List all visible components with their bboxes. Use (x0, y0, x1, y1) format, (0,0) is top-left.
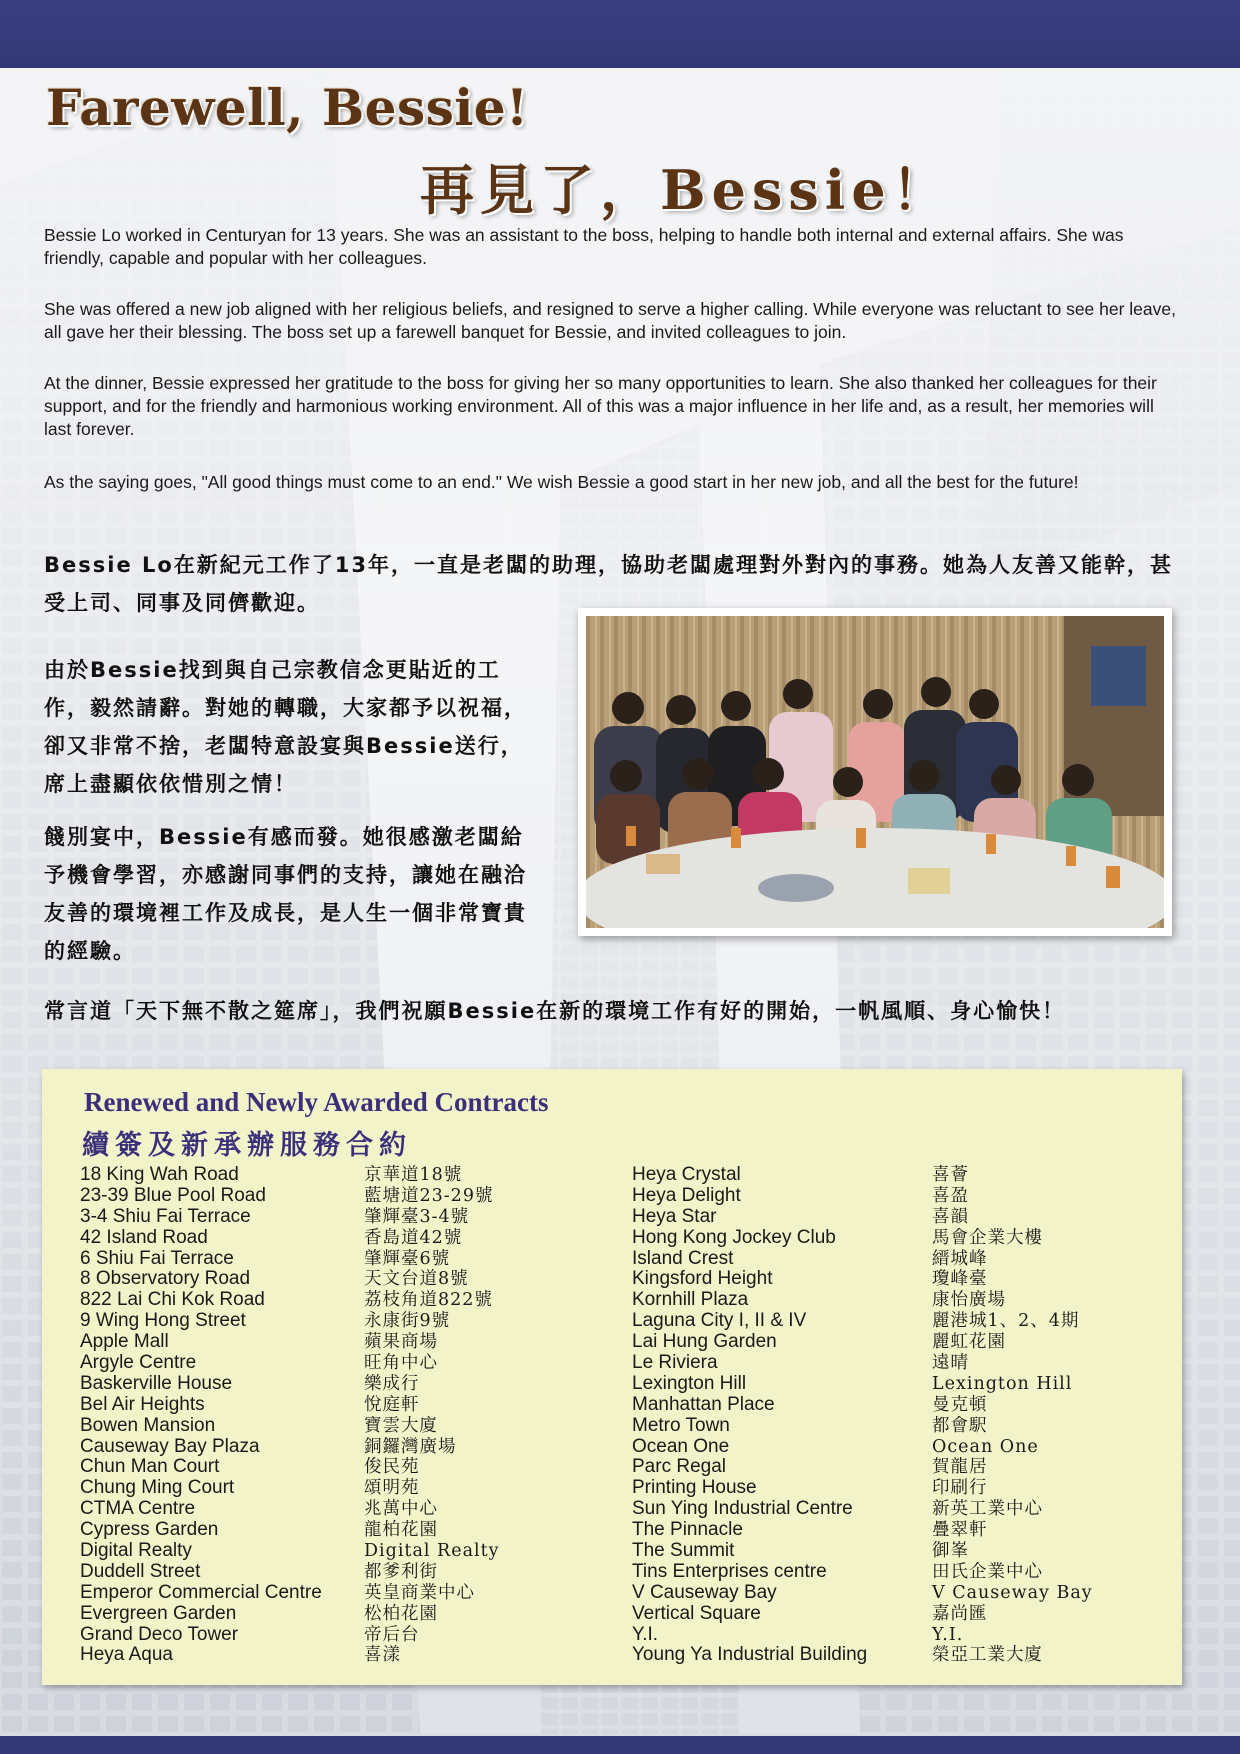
contract-item: 樂成行 (364, 1373, 420, 1394)
contract-item: Manhattan Place (632, 1393, 775, 1415)
contract-item: 麗虹花園 (932, 1332, 1006, 1353)
contract-item: 麗港城1、2、4期 (932, 1311, 1080, 1332)
contract-item: Duddell Street (80, 1560, 201, 1582)
contract-item: Digital Realty (80, 1540, 192, 1562)
contract-item: Kingsford Height (632, 1268, 773, 1290)
contracts-panel (42, 1069, 1182, 1685)
contracts-title-chinese: 續簽及新承辦服務合約 (82, 1130, 412, 1161)
contract-item: 田氏企業中心 (932, 1561, 1043, 1582)
contract-item: Laguna City I, II & IV (632, 1310, 807, 1332)
contract-item: 香島道42號 (364, 1227, 463, 1248)
contract-item: 曼克頓 (932, 1394, 988, 1415)
contract-item: Island Crest (632, 1247, 734, 1269)
contract-item: 喜漾 (364, 1645, 401, 1666)
contract-item: 6 Shiu Fai Terrace (80, 1247, 234, 1269)
contract-item: 松柏花園 (364, 1603, 438, 1624)
contract-item: 遠晴 (932, 1353, 969, 1374)
contract-item: Young Ya Industrial Building (632, 1644, 868, 1666)
contract-item: The Summit (632, 1540, 735, 1562)
contract-item: 肇輝臺6號 (364, 1248, 451, 1269)
contract-item: 兆萬中心 (364, 1499, 438, 1520)
contract-item: Metro Town (632, 1414, 730, 1436)
contract-item: 印刷行 (932, 1478, 988, 1499)
contract-item: 縉城峰 (932, 1248, 988, 1269)
contract-item: 喜盈 (932, 1185, 969, 1206)
contract-item: 御峯 (932, 1541, 969, 1562)
page-title: Farewell, Bessie! (46, 78, 529, 137)
contract-item: Kornhill Plaza (632, 1289, 749, 1311)
contract-item: Lexington Hill (932, 1373, 1073, 1394)
contract-item: 帝后台 (364, 1624, 420, 1645)
contract-item: 蘋果商場 (364, 1332, 438, 1353)
contract-item: 賀龍居 (932, 1457, 988, 1478)
contract-item: 永康街9號 (364, 1311, 451, 1332)
contract-item: V Causeway Bay (632, 1581, 777, 1603)
group-photo-image (586, 616, 1164, 928)
contract-item: 馬會企業大樓 (932, 1227, 1043, 1248)
contract-item: 都會駅 (932, 1415, 988, 1436)
contract-item: Tins Enterprises centre (632, 1560, 827, 1582)
contract-item: 疊翠軒 (932, 1520, 988, 1541)
contracts-list-col1-zh (364, 1165, 500, 1666)
contract-item: Chun Man Court (80, 1456, 220, 1478)
contract-item: Heya Delight (632, 1184, 741, 1206)
english-paragraph: Bessie Lo worked in Centuryan for 13 years. She was an assistant to the boss, helping to handle both internal and external affairs. She was friendly, capable and popular with her colleagues. (44, 225, 1124, 268)
contracts-list-col1-en (80, 1165, 322, 1666)
english-paragraph: As the saying goes, "All good things must come to an end." We wish Bessie a good start in her new job, and all the best for the future! (44, 472, 1079, 492)
chinese-paragraph: 餞別宴中，Bessie有感而發。她很感激老闆給予機會學習，亦感謝同事們的支持，讓她在融洽友善的環境裡工作及成長，是人生一個非常寶貴的經驗。 (44, 825, 527, 963)
contract-item: Heya Star (632, 1205, 717, 1227)
contract-item: 喜韻 (932, 1206, 969, 1227)
contract-item: 榮亞工業大廈 (932, 1645, 1043, 1666)
contract-item: Printing House (632, 1477, 757, 1499)
contract-item: 3-4 Shiu Fai Terrace (80, 1205, 251, 1227)
contract-item: 嘉尚匯 (932, 1603, 988, 1624)
contract-item: The Pinnacle (632, 1519, 743, 1541)
contract-item: 英皇商業中心 (364, 1582, 475, 1603)
contract-item: 京華道18號 (364, 1165, 463, 1185)
contract-item: Le Riviera (632, 1352, 718, 1374)
contract-item: 俊民苑 (364, 1457, 420, 1478)
contract-item: Heya Aqua (80, 1644, 173, 1666)
contract-item: Ocean One (932, 1436, 1039, 1457)
page-title-chinese: 再見了，Bessie！ (420, 158, 952, 222)
contract-item: Sun Ying Industrial Centre (632, 1498, 853, 1520)
contract-item: 荔枝角道822號 (364, 1290, 493, 1311)
contract-item: 龍柏花園 (364, 1520, 438, 1541)
contract-item: 銅鑼灣廣場 (364, 1436, 457, 1457)
contract-item: 康怡廣場 (932, 1290, 1006, 1311)
contract-item: 8 Observatory Road (80, 1268, 251, 1290)
chinese-paragraph: 常言道「天下無不散之筵席」，我們祝願Bessie在新的環境工作有好的開始，一帆風順、身心愉快！ (44, 999, 1066, 1023)
contract-item: 都爹利街 (364, 1561, 438, 1582)
contract-item: Heya Crystal (632, 1164, 741, 1185)
contract-item: 天文台道8號 (364, 1269, 469, 1290)
contract-item: 822 Lai Chi Kok Road (80, 1289, 265, 1311)
contract-item: Causeway Bay Plaza (80, 1435, 260, 1457)
contract-item: Cypress Garden (80, 1519, 219, 1541)
contract-item: CTMA Centre (80, 1498, 196, 1520)
contract-item: Apple Mall (80, 1331, 169, 1353)
contract-item: Bowen Mansion (80, 1414, 216, 1436)
contract-item: Vertical Square (632, 1602, 761, 1624)
contract-item: 瓊峰臺 (932, 1269, 988, 1290)
english-paragraph: At the dinner, Bessie expressed her gratitude to the boss for giving her so many opportunities to learn. She also thanked her colleagues for their support, and for the friendly and harmonious working environment. All of this was a major influence in her life and, as a result, her memories will last forever. (44, 373, 1157, 439)
contract-item: Evergreen Garden (80, 1602, 237, 1624)
chinese-paragraph: 由於Bessie找到與自己宗教信念更貼近的工作，毅然請辭。對她的轉職，大家都予以祝福，卻又非常不捨，老闆特意設宴與Bessie送行，席上盡顯依依惜別之情！ (44, 658, 527, 796)
contract-item: Y.I. (632, 1623, 659, 1645)
contract-item: Parc Regal (632, 1456, 726, 1478)
contract-item: Lai Hung Garden (632, 1331, 777, 1353)
contract-item: Argyle Centre (80, 1352, 197, 1374)
contract-item: 18 King Wah Road (80, 1164, 239, 1185)
contracts-title: Renewed and Newly Awarded Contracts (84, 1087, 549, 1117)
contract-item: Y.I. (932, 1624, 964, 1645)
contract-item: Emperor Commercial Centre (80, 1581, 322, 1603)
contracts-list-col2-en (632, 1165, 867, 1666)
english-paragraph: She was offered a new job aligned with her religious beliefs, and resigned to serve a higher calling. While everyone was reluctant to see her leave, all gave her their blessing. The boss set up a farewell banquet for Bessie, and invited colleagues to join. (44, 299, 1176, 342)
contract-item: 藍塘道23-29號 (364, 1185, 494, 1206)
contract-item: Digital Realty (364, 1541, 500, 1562)
contract-item: V Causeway Bay (932, 1582, 1093, 1603)
contract-item: Hong Kong Jockey Club (632, 1226, 836, 1248)
contract-item: Chung Ming Court (80, 1477, 235, 1499)
contract-item: 喜薈 (932, 1165, 969, 1185)
contract-item: 9 Wing Hong Street (80, 1310, 246, 1332)
contract-item: 寶雲大廈 (364, 1415, 438, 1436)
chinese-paragraph: Bessie Lo在新紀元工作了13年，一直是老闆的助理，協助老闆處理對外對內的事務。她為人友善又能幹，甚受上司、同事及同儕歡迎。 (44, 553, 1174, 615)
contract-item: 23-39 Blue Pool Road (80, 1184, 266, 1206)
contract-item: Baskerville House (80, 1372, 233, 1394)
contract-item: Ocean One (632, 1435, 730, 1457)
contract-item: 肇輝臺3-4號 (364, 1206, 470, 1227)
contract-item: 悅庭軒 (364, 1394, 420, 1415)
contract-item: 頌明苑 (364, 1478, 420, 1499)
contract-item: 新英工業中心 (932, 1499, 1043, 1520)
contracts-list-col2-zh (932, 1165, 1093, 1666)
contract-item: 旺角中心 (364, 1353, 438, 1374)
contract-item: 42 Island Road (80, 1226, 208, 1248)
contract-item: Grand Deco Tower (80, 1623, 239, 1645)
contract-item: Bel Air Heights (80, 1393, 205, 1415)
farewell-dinner-photo (578, 608, 1172, 936)
contract-item: Lexington Hill (632, 1372, 747, 1394)
